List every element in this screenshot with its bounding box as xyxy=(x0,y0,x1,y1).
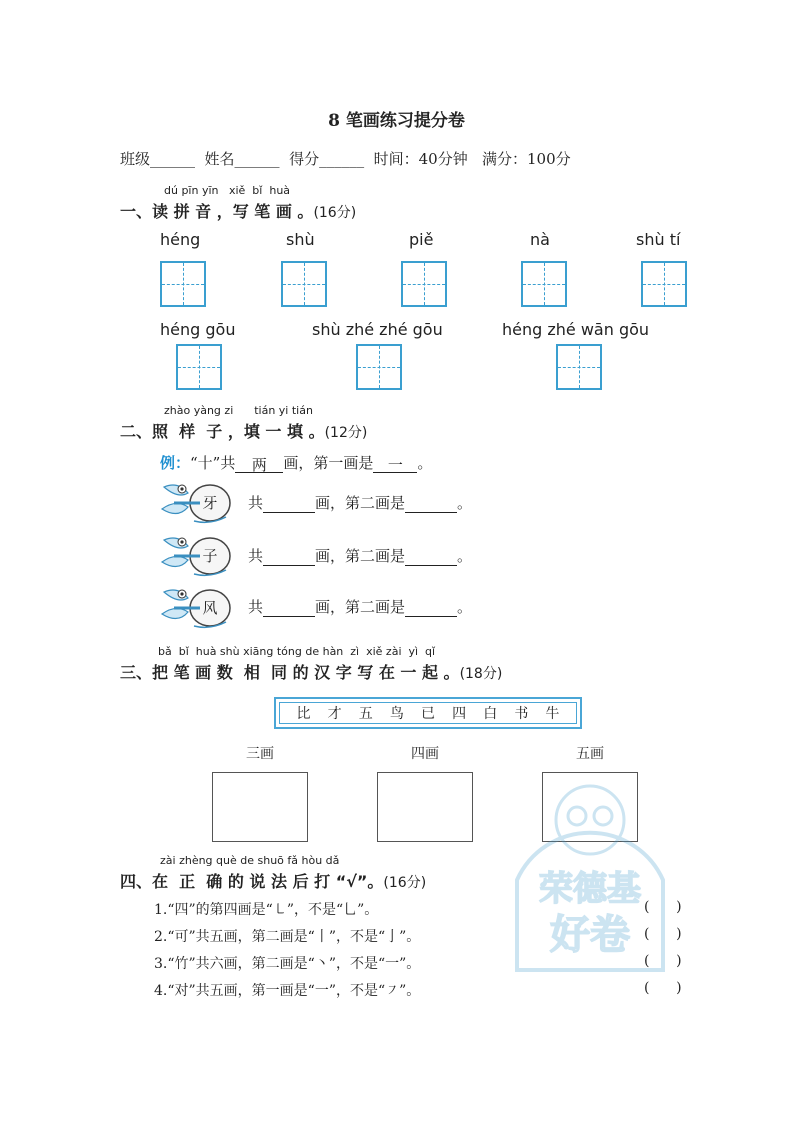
statement-1: 1.“四”的第四画是“㇄”，不是“乚”。 xyxy=(154,902,379,918)
statement-3: 3.“竹”共六画，第二画是“丶”，不是“一”。 xyxy=(154,956,421,972)
s4-pinyin: zài zhèng què de shuō fǎ hòu dǎ xyxy=(160,854,340,867)
dragonfly-leaf-icon xyxy=(160,530,232,578)
answer-paren[interactable]: ( ) xyxy=(644,980,682,996)
bank-char: 鸟 xyxy=(389,706,404,722)
answer-blank[interactable] xyxy=(263,547,315,566)
answer-blank[interactable] xyxy=(405,547,457,566)
s2-char-3: 风 xyxy=(202,599,218,617)
s1-label-henggou: héng gōu xyxy=(160,320,236,339)
statement-4: 4.“对”共五画，第一画是“一”，不是“㇇”。 xyxy=(154,983,421,999)
s1-label-shuzhezhegou: shù zhé zhé gōu xyxy=(312,320,443,339)
watermark-logo xyxy=(505,780,675,980)
bank-char: 已 xyxy=(420,706,435,722)
bank-char: 比 xyxy=(296,706,311,722)
watermark-line2: 好卷 xyxy=(550,912,630,958)
s1-heading: 一、读 拼 音 ，写 笔 画 。(16分) xyxy=(120,202,357,221)
writing-grid[interactable] xyxy=(281,261,327,307)
s1-label-heng: héng xyxy=(160,230,201,249)
answer-blank[interactable] xyxy=(405,494,457,513)
s1-label-shuti: shù tí xyxy=(636,230,681,249)
writing-grid[interactable] xyxy=(521,261,567,307)
example-stroke: 一 xyxy=(373,454,417,473)
s2-example-line: 例：“十”共 两 画，第一画是 一 。 xyxy=(160,454,433,474)
s2-row-1: 共 画，第二画是 。 xyxy=(248,494,473,512)
student-info-line: 班级______ 姓名______ 得分______ 时间：40分钟 满分：100分 xyxy=(120,150,571,168)
bank-char: 五 xyxy=(358,706,373,722)
bank-char: 白 xyxy=(483,706,498,722)
dragonfly-leaf-icon xyxy=(160,582,232,630)
bank-char: 才 xyxy=(327,706,342,722)
bank-char: 牛 xyxy=(545,706,560,722)
s2-row-3: 共 画，第二画是 。 xyxy=(248,598,473,616)
writing-grid[interactable] xyxy=(556,344,602,390)
answer-box[interactable] xyxy=(212,772,308,842)
bank-char: 四 xyxy=(452,706,467,722)
s1-label-pie: piě xyxy=(409,230,434,249)
watermark-line1: 荣德基 xyxy=(539,869,641,909)
writing-grid[interactable] xyxy=(401,261,447,307)
s2-char-1: 牙 xyxy=(202,494,218,512)
writing-grid[interactable] xyxy=(356,344,402,390)
page-title: 8 笔画练习提分卷 xyxy=(328,111,465,131)
writing-grid[interactable] xyxy=(641,261,687,307)
answer-blank[interactable] xyxy=(405,598,457,617)
character-bank xyxy=(274,697,582,729)
writing-grid[interactable] xyxy=(160,261,206,307)
statement-2: 2.“可”共五画，第二画是“丨”，不是“亅”。 xyxy=(154,929,421,945)
s3-heading: 三、把 笔 画 数 相 同 的 汉 字 写 在 一 起 。(18分) xyxy=(120,663,503,682)
answer-box[interactable] xyxy=(377,772,473,842)
example-count: 两 xyxy=(235,454,283,473)
answer-paren[interactable]: ( ) xyxy=(644,899,682,915)
s1-pinyin: dú pīn yīn xiě bǐ huà xyxy=(164,184,291,197)
answer-blank[interactable] xyxy=(263,494,315,513)
group-label-three: 三画 xyxy=(246,746,274,762)
answer-paren[interactable]: ( ) xyxy=(644,926,682,942)
bank-char: 书 xyxy=(514,706,529,722)
group-label-five: 五画 xyxy=(576,746,604,762)
dragonfly-leaf-icon xyxy=(160,477,232,525)
writing-grid[interactable] xyxy=(176,344,222,390)
s4-heading: 四、在 正 确 的 说 法 后 打 “√”。(16分) xyxy=(120,872,427,891)
s2-row-2: 共 画，第二画是 。 xyxy=(248,547,473,565)
s2-char-2: 子 xyxy=(202,547,218,565)
s3-pinyin: bǎ bǐ huà shù xiāng tóng de hàn zì xiě zài yì qǐ xyxy=(158,645,436,658)
group-label-four: 四画 xyxy=(411,746,439,762)
s1-label-hengzhewangou: héng zhé wān gōu xyxy=(502,320,650,339)
s1-label-shu: shù xyxy=(286,230,315,249)
example-label: 例： xyxy=(160,454,191,472)
s2-pinyin: zhào yàng zi tián yi tián xyxy=(164,404,313,417)
s1-label-na: nà xyxy=(530,230,550,249)
s2-heading: 二、照 样 子 ，填 一 填 。(12分) xyxy=(120,422,368,441)
answer-paren[interactable]: ( ) xyxy=(644,953,682,969)
answer-blank[interactable] xyxy=(263,598,315,617)
